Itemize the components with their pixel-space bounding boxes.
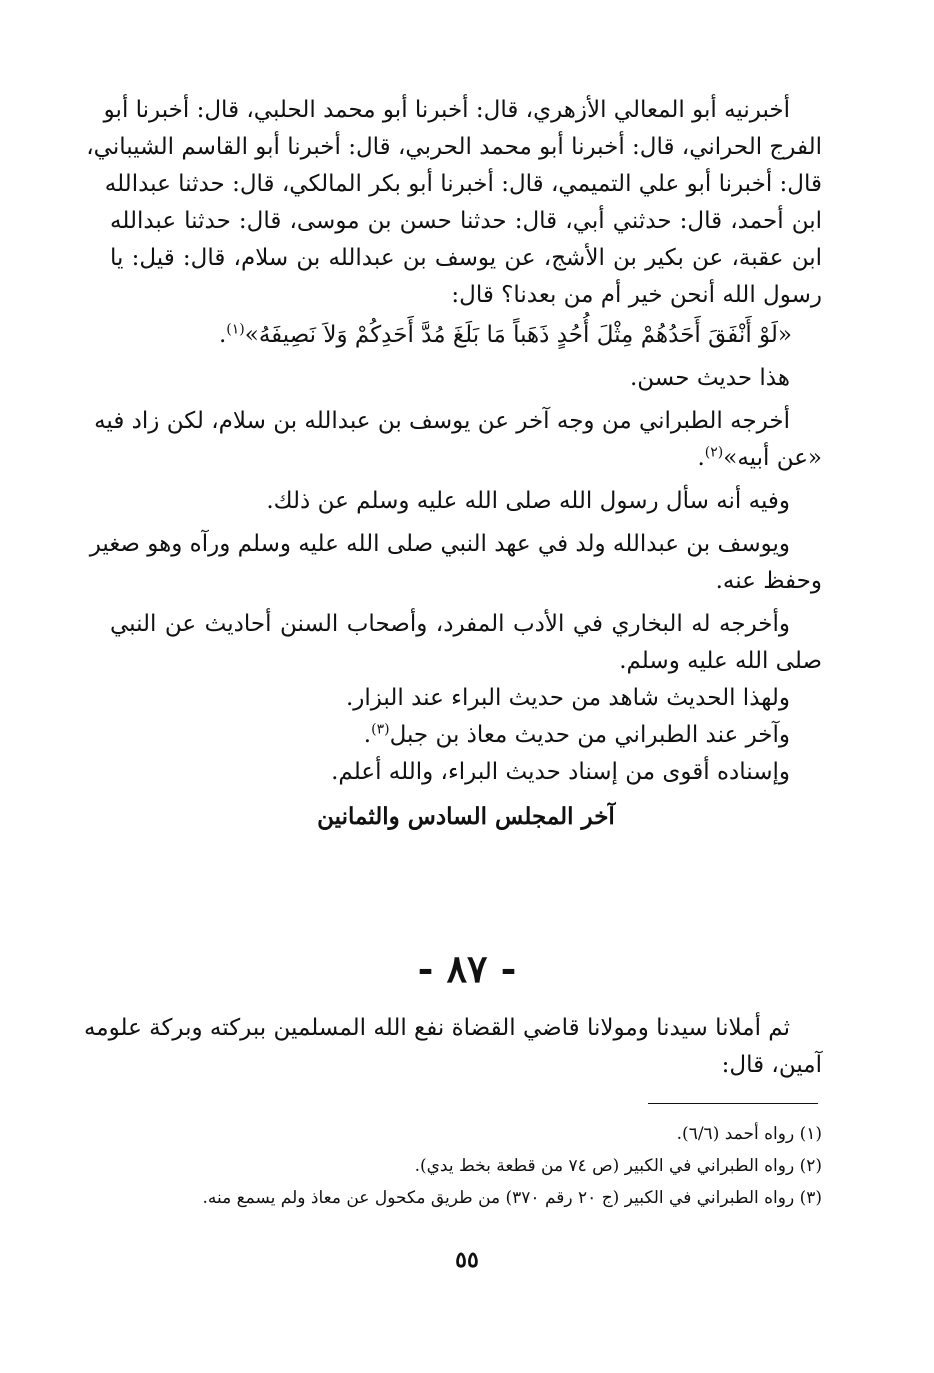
- paragraph-line: «عن أبيه»$^{(٢)}$.: [697, 444, 822, 471]
- paragraph-line: ولهذا الحديث شاهد من حديث البراء عند البزار.: [345, 685, 790, 711]
- paragraph-line: ثم أملانا سيدنا ومولانا قاضي القضاة نفع الله المسلمين ببركته وبركة علومه: [83, 1015, 790, 1041]
- footnote: (٢) رواه الطبراني في الكبير (ص ٧٤ من قطعة بخط يدي).: [414, 1156, 822, 1176]
- isnad-line: قال: أخبرنا أبو علي التميمي، قال: أخبرنا أبو بكر المالكي، قال: حدثنا عبدالله: [104, 171, 822, 197]
- isnad-line: الفرج الحراني، قال: أخبرنا أبو محمد الحربي، قال: أخبرنا أبو القاسم الشيباني،: [86, 134, 822, 160]
- footnotes: [110, 1118, 822, 1214]
- isnad-line: ابن أحمد، قال: حدثني أبي، قال: حدثنا حسن بن موسى، قال: حدثنا عبدالله: [110, 208, 822, 234]
- session-end-heading: آخر المجلس السادس والثمانين: [317, 803, 615, 830]
- isnad-line: ابن عقبة، عن بكير بن الأشج، عن يوسف بن عبدالله بن سلام، قال: قيل: يا: [110, 245, 822, 271]
- footnote-ref: (١): [226, 321, 245, 338]
- paragraph-line: وأخرجه له البخاري في الأدب المفرد، وأصحاب السنن أحاديث عن النبي: [110, 611, 790, 637]
- isnad-line: رسول الله أنحن خير أم من بعدنا؟ قال:: [451, 282, 822, 308]
- paragraph-line: أخرجه الطبراني من وجه آخر عن يوسف بن عبدالله بن سلام، لكن زاد فيه: [94, 408, 790, 434]
- isnad-line: أخبرنيه أبو المعالي الأزهري، قال: أخبرنا أبو محمد الحلبي، قال: أخبرنا أبو: [103, 97, 790, 123]
- footnote-divider: [648, 1103, 818, 1104]
- page-number: ٥٥: [455, 1247, 479, 1273]
- footnote-ref: (٣): [371, 721, 390, 738]
- hadith-text: «لَوْ أَنْفَقَ أَحَدُهُمْ مِثْلَ أُحُدٍ ذَهَباً مَا بَلَغَ مُدَّ أَحَدِكُمْ وَلاَ نَصِيفَهُ»$^{(١)}$.: [218, 321, 792, 348]
- footnote-ref: (٢): [704, 444, 724, 461]
- main-text: [86, 92, 822, 837]
- paragraph-line: وإسناده أقوى من إسناد حديث البراء، والله أعلم.: [331, 759, 790, 785]
- paragraph-line: وحفظ عنه.: [715, 568, 822, 594]
- footnote: (٣) رواه الطبراني في الكبير (ج ٢٠ رقم ٣٧٠) من طريق مكحول عن معاذ ولم يسمع منه.: [202, 1188, 822, 1208]
- grade-line: هذا حديث حسن.: [629, 365, 790, 391]
- paragraph-line: صلى الله عليه وسلم.: [619, 648, 822, 674]
- paragraph-line: آمين، قال:: [721, 1052, 822, 1078]
- paragraph-line: وفيه أنه سأل رسول الله صلى الله عليه وسلم عن ذلك.: [266, 488, 790, 514]
- paragraph-line: وآخر عند الطبراني من حديث معاذ بن جبل$^{(٣)}$.: [363, 721, 790, 748]
- footnote: (١) رواه أحمد (٦/٦).: [676, 1124, 822, 1144]
- next-session-text: [83, 1010, 822, 1084]
- hadith-body: «لَوْ أَنْفَقَ أَحَدُهُمْ مِثْلَ أُحُدٍ ذَهَباً مَا بَلَغَ مُدَّ أَحَدِكُمْ وَلاَ نَصِيفَهُ»: [244, 322, 792, 348]
- session-number: - ٨٧ -: [417, 946, 517, 991]
- paragraph-line: ويوسف بن عبدالله ولد في عهد النبي صلى الله عليه وسلم ورآه وهو صغير: [89, 531, 790, 557]
